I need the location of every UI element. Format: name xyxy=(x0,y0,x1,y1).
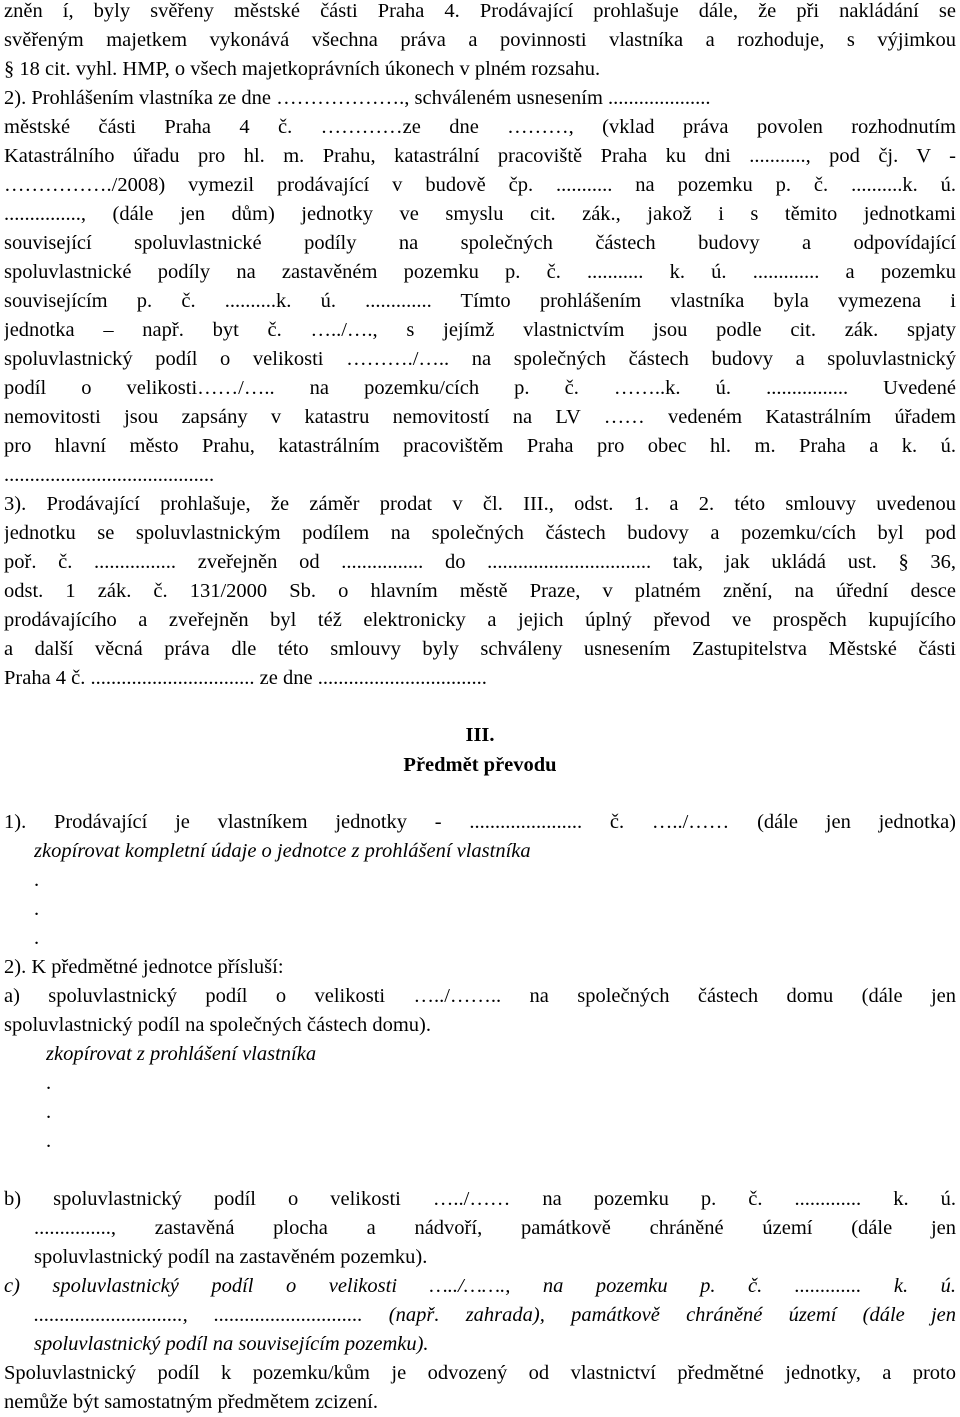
text-line: 2). Prohlášením vlastníka ze dne ………………., schváleném usnesením .................... xyxy=(4,87,711,109)
text-line: 3). Prodávající prohlašuje, že záměr prodat v čl. III., odst. 1. a 2. této smlouvy uvedenou xyxy=(4,493,956,515)
text-line: . xyxy=(46,1101,52,1123)
text-line: souvisejícím p. č. ..........k. ú. ............. Tímto prohlášením vlastníka byla vymezena i xyxy=(4,290,956,312)
italic-line: ............................., ............................. (např. zahrada), památkově chráněné území (dále jen xyxy=(34,1304,956,1326)
text-line: b) spoluvlastnický podíl o velikosti …../…… na pozemku p. č. ............. k. ú. xyxy=(4,1188,956,1210)
text-line: spoluvlastnický podíl na společných částech domu). xyxy=(4,1014,431,1036)
text-line: podíl o velikosti……/….. na pozemku/cích p. č. ……..k. ú. ................ Uvedené xyxy=(4,377,956,399)
text-line: nemovitosti jsou zapsány v katastru nemovitostí na LV …… vedeném Katastrálním úřadem xyxy=(4,406,956,428)
italic-note: zkopírovat kompletní údaje o jednotce z prohlášení vlastníka xyxy=(34,840,531,862)
section-number: III. xyxy=(465,724,495,746)
text-line: 2). K předmětné jednotce přísluší: xyxy=(4,956,284,978)
text-line: . xyxy=(46,1072,52,1094)
text-line: Katastrálního úřadu pro hl. m. Prahu, katastrální pracoviště Praha ku dni ..........., pod čj. V - xyxy=(4,145,956,167)
text-line: spoluvlastnické podíly na zastavěném pozemku p. č. ........... k. ú. ............. a pozemku xyxy=(4,261,956,283)
text-line: ......................................... xyxy=(4,464,215,486)
text-line: prodávajícího a zveřejněn byl též elektronicky a jejich úplný převod ve prospěch kupujícího xyxy=(4,609,956,631)
text-line: městské části Praha 4 č. …………ze dne ………, (vklad práva povolen rozhodnutím xyxy=(4,116,956,138)
text-line: související spoluvlastnické podíly na společných částech budovy a odpovídající xyxy=(4,232,956,254)
text-line: poř. č. ................ zveřejněn od ................ do ................................ tak, jak ukládá ust. § 36, xyxy=(4,551,956,573)
text-line: jednotka – např. byt č. …../…., s jejímž vlastnictvím jsou podle cit. zák. spjaty xyxy=(4,319,956,341)
text-line: . xyxy=(34,898,40,920)
text-line: ……………./2008) vymezil prodávající v budově čp. ........... na pozemku p. č. ..........k. ú. xyxy=(4,174,956,196)
text-line: pro hlavní město Prahu, katastrálním pracovištěm Praha pro obec hl. m. Praha a k. ú. xyxy=(4,435,956,457)
text-line: a) spoluvlastnický podíl o velikosti …../…….. na společných částech domu (dále jen xyxy=(4,985,956,1007)
italic-note: zkopírovat z prohlášení vlastníka xyxy=(46,1043,317,1065)
text-line: . xyxy=(34,869,40,891)
text-line: a další věcná práva dle této smlouvy byly schváleny usnesením Zastupitelstva Městské části xyxy=(4,638,956,660)
text-line: svěřeným majetkem vykonává všechna práva a povinnosti vlastníka a rozhoduje, s výjimkou xyxy=(4,29,956,51)
text-line: 1). Prodávající je vlastníkem jednotky - ...................... č. …../…… (dále jen jednotka) xyxy=(4,811,956,833)
italic-line: c) spoluvlastnický podíl o velikosti …../……., na pozemku p. č. ............. k. ú. xyxy=(4,1275,956,1297)
text-line: zněn í, byly svěřeny městské části Praha 4. Prodávající prohlašuje dále, že při nakládání se xyxy=(4,0,956,22)
text-line: ..............., (dále jen dům) jednotky ve smyslu cit. zák., jakož i s těmito jednotkami xyxy=(4,203,956,225)
text-line: odst. 1 zák. č. 131/2000 Sb. o hlavním městě Praze, v platném znění, na úřední desce xyxy=(4,580,956,602)
text-line: Spoluvlastnický podíl k pozemku/kům je odvozený od vlastnictví předmětné jednotky, a proto xyxy=(4,1362,956,1384)
text-line: nemůže být samostatným předmětem zcizení. xyxy=(4,1391,378,1413)
text-line: Praha 4 č. ................................ ze dne ................................. xyxy=(4,667,487,689)
text-line: spoluvlastnický podíl na zastavěném pozemku). xyxy=(34,1246,428,1268)
text-line: spoluvlastnický podíl o velikosti ………./….. na společných částech budovy a spoluvlastnický xyxy=(4,348,956,370)
text-line: ..............., zastavěná plocha a nádvoří, památkově chráněné území (dále jen xyxy=(34,1217,956,1239)
section-title: Předmět převodu xyxy=(403,754,557,776)
text-line: . xyxy=(46,1130,52,1152)
text-line: . xyxy=(34,927,40,949)
text-line: jednotku se spoluvlastnickým podílem na společných částech budovy a pozemku/cích byl pod xyxy=(4,522,956,544)
italic-line: spoluvlastnický podíl na souvisejícím pozemku). xyxy=(34,1333,429,1355)
text-line: § 18 cit. vyhl. HMP, o všech majetkoprávních úkonech v plném rozsahu. xyxy=(4,58,601,80)
